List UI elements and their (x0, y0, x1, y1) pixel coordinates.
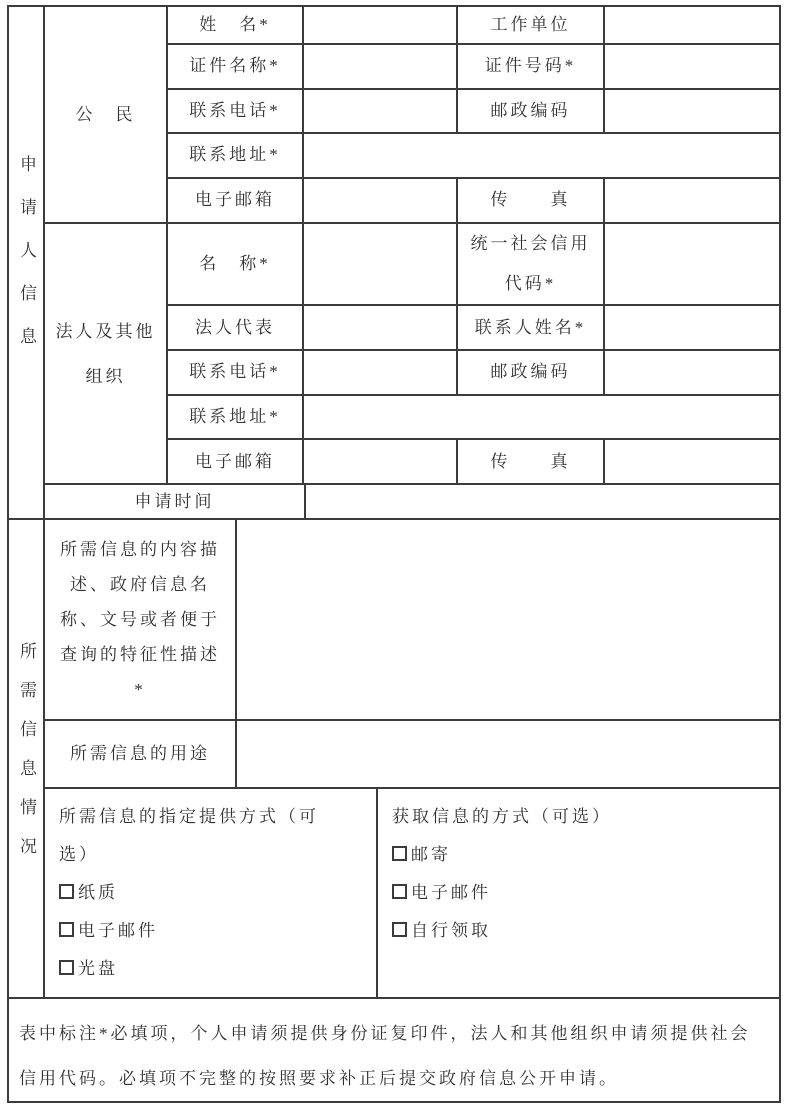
legal-credit-code-label: 统一社会信用代码* (458, 224, 605, 304)
obtain-option-selfpickup (392, 912, 765, 950)
required-info-section-label: 所需信息情况 (17, 641, 36, 876)
description-input-cell[interactable] (237, 520, 779, 719)
legal-postcode-label: 邮政编码 (458, 351, 605, 394)
provide-option-paper (59, 874, 362, 912)
applicant-section-label-cell (9, 7, 45, 518)
legal-entity-group (45, 224, 779, 485)
citizen-group (45, 7, 779, 224)
legal-phone-label: 联系电话* (168, 351, 304, 394)
legal-contact-name-label: 联系人姓名* (458, 306, 605, 349)
checkbox-icon[interactable] (59, 960, 74, 975)
citizen-id-name-label: 证件名称* (168, 45, 304, 88)
citizen-work-unit-label: 工作单位 (458, 7, 605, 43)
provide-method-title: 所需信息的指定提供方式（可选） (59, 807, 319, 864)
legal-email-input-cell[interactable] (304, 440, 458, 483)
apply-time-row (45, 485, 779, 518)
citizen-fax-label: 传 真 (458, 179, 605, 222)
obtain-method-title: 获取信息的方式（可选） (392, 807, 612, 826)
citizen-work-unit-input-cell[interactable] (605, 7, 779, 43)
checkbox-icon[interactable] (392, 922, 407, 937)
application-form-table (7, 5, 781, 1103)
checkbox-icon[interactable] (392, 846, 407, 861)
obtain-option-email (392, 874, 765, 912)
usage-input-cell[interactable] (237, 721, 779, 787)
checkbox-icon[interactable] (392, 884, 407, 899)
citizen-name-label: 姓 名* (168, 7, 304, 43)
citizen-name-input-cell[interactable] (304, 7, 458, 43)
citizen-group-label: 公 民 (45, 7, 168, 222)
usage-label: 所需信息的用途 (45, 721, 237, 787)
provide-option-disc-label: 光盘 (78, 959, 118, 978)
citizen-email-label: 电子邮箱 (168, 179, 304, 222)
legal-fax-input-cell[interactable] (605, 440, 779, 483)
citizen-phone-label: 联系电话* (168, 90, 304, 133)
applicant-info-section (9, 7, 779, 520)
citizen-id-number-label: 证件号码* (458, 45, 605, 88)
citizen-address-input-cell[interactable] (304, 134, 779, 177)
required-info-section (9, 520, 779, 999)
applicant-section-label: 申请人信息 (17, 155, 36, 370)
legal-representative-input-cell[interactable] (304, 306, 458, 349)
citizen-email-input-cell[interactable] (304, 179, 458, 222)
checkbox-icon[interactable] (59, 884, 74, 899)
checkbox-icon[interactable] (59, 922, 74, 937)
apply-time-label: 申请时间 (45, 485, 306, 518)
legal-phone-input-cell[interactable] (304, 351, 458, 394)
legal-postcode-input-cell[interactable] (605, 351, 779, 394)
legal-address-label: 联系地址* (168, 396, 304, 439)
citizen-id-number-input-cell[interactable] (605, 45, 779, 88)
footer-note: 表中标注*必填项，个人申请须提供身份证复印件，法人和其他组织申请须提供社会信用代码。必填项不完整的按照要求补正后提交政府信息公开申请。 (19, 1024, 751, 1088)
legal-name-label: 名 称* (168, 224, 304, 304)
description-label: 所需信息的内容描述、政府信息名称、文号或者便于查询的特征性描述 (60, 539, 220, 664)
legal-contact-name-input-cell[interactable] (605, 306, 779, 349)
legal-representative-label: 法人代表 (168, 306, 304, 349)
apply-time-input-cell[interactable] (306, 485, 779, 518)
provide-option-disc (59, 950, 362, 988)
provide-option-email (59, 912, 362, 950)
citizen-postcode-label: 邮政编码 (458, 90, 605, 133)
obtain-option-mail-label: 邮寄 (411, 845, 451, 864)
legal-fax-label: 传 真 (458, 440, 605, 483)
provide-option-paper-label: 纸质 (78, 883, 118, 902)
obtain-method-cell (378, 789, 779, 997)
description-required-mark: * (134, 679, 146, 699)
provide-method-cell (45, 789, 378, 997)
obtain-option-email-label: 电子邮件 (411, 883, 491, 902)
legal-credit-code-input-cell[interactable] (605, 224, 779, 304)
required-info-section-label-cell (9, 520, 45, 997)
legal-address-input-cell[interactable] (304, 396, 779, 439)
citizen-postcode-input-cell[interactable] (605, 90, 779, 133)
legal-name-input-cell[interactable] (304, 224, 458, 304)
legal-group-label: 法人及其他组织 (45, 224, 168, 483)
obtain-option-selfpickup-label: 自行领取 (411, 921, 491, 940)
citizen-fax-input-cell[interactable] (605, 179, 779, 222)
citizen-address-label: 联系地址* (168, 134, 304, 177)
citizen-id-name-input-cell[interactable] (304, 45, 458, 88)
obtain-option-mail (392, 836, 765, 874)
citizen-phone-input-cell[interactable] (304, 90, 458, 133)
provide-option-email-label: 电子邮件 (78, 921, 158, 940)
description-label-cell (45, 520, 237, 719)
legal-email-label: 电子邮箱 (168, 440, 304, 483)
